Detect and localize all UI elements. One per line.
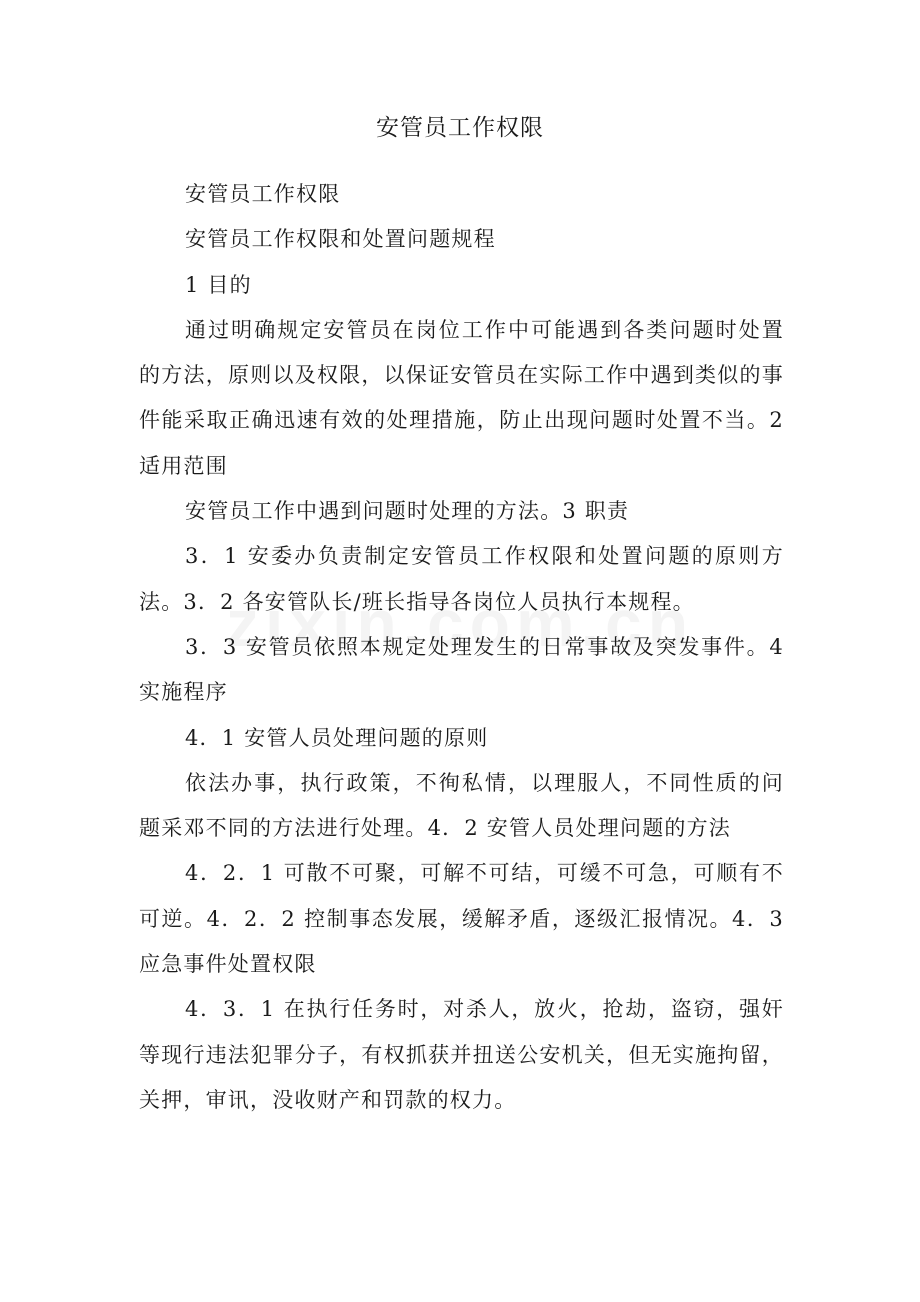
paragraph-heading: 安管员工作权限 (185, 182, 341, 206)
paragraph-principles: 依法办事，执行政策，不徇私情，以理服人，不同性质的问题采邓不同的方法进行处理。4．2 安管人员处理问题的方法 (139, 770, 784, 841)
paragraph-methods: 4．2．1 可散不可聚，可解不可结，可缓不可急，可顺有不可逆。4．2．2 控制事态发展，缓解矛盾，逐级汇报情况。4．3 应急事件处置权限 (139, 861, 784, 977)
paragraph-principles-heading: 4．1 安管人员处理问题的原则 (185, 725, 489, 750)
paragraph-duties-3-3: 3．3 安管员依照本规定处理发生的日常事故及突发事件。4 实施程序 (139, 634, 784, 705)
paragraph-purpose: 通过明确规定安管员在岗位工作中可能遇到各类问题时处置的方法，原则以及权限，以保证安管员在实际工作中遇到类似的事件能采取正确迅速有效的处理措施，防止出现问题时处置不当。2 适用范围 (139, 317, 784, 478)
document-title: 安管员工作权限 (376, 115, 544, 141)
document-body (139, 172, 784, 1123)
paragraph-subheading: 安管员工作权限和处置问题规程 (185, 227, 496, 252)
section-purpose-heading: 1 目的 (185, 272, 252, 297)
paragraph-duties: 3．1 安委办负责制定安管员工作权限和处置问题的原则方法。3．2 各安管队长/班长指导各岗位人员执行本规程。 (139, 544, 784, 614)
paragraph-scope: 安管员工作中遇到问题时处理的方法。3 职责 (185, 499, 630, 524)
paragraph-emergency-authority: 4．3．1 在执行任务时，对杀人，放火，抢劫，盗窃，强奸等现行违法犯罪分子，有权抓获并扭送公安机关，但无实施拘留，关押，审讯，没收财产和罚款的权力。 (139, 997, 784, 1112)
